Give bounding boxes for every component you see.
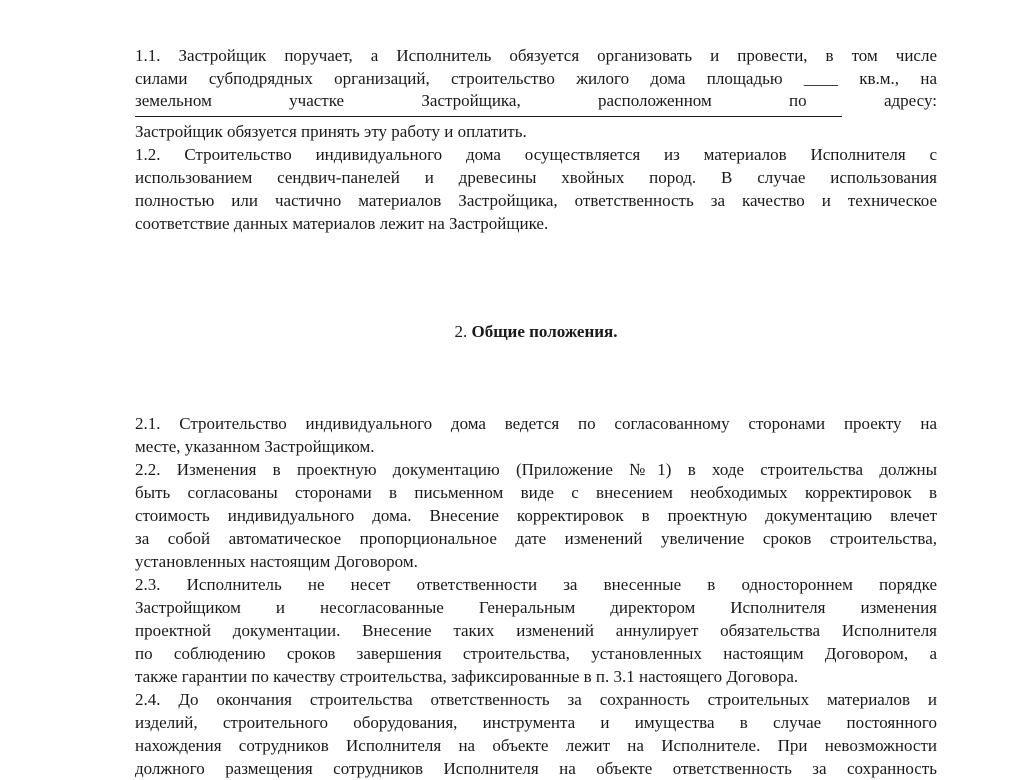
text-line: также гарантии по качеству строительства, зафиксированные в п. 3.1 настоящего Договора. <box>135 667 799 686</box>
text-line: Застройщик обязуется принять эту работу и оплатить. <box>135 121 527 141</box>
text-line: 2.1. Строительство индивидуального дома ведется по согласованному сторонами проекту на <box>135 414 937 433</box>
paragraph-2-4 <box>135 688 937 780</box>
paragraph-2-3 <box>135 573 937 688</box>
address-word: по <box>789 91 807 110</box>
address-word: адресу: <box>883 91 937 110</box>
address-word: земельном <box>135 91 212 110</box>
paragraph-2-1 <box>135 412 937 458</box>
text-line: стоимость индивидуального дома. Внесение корректировок в проектную документацию влечет <box>135 506 937 525</box>
section-2 <box>135 412 937 780</box>
address-word: Застройщика, <box>421 91 521 110</box>
text-line: 2.4. До окончания строительства ответственность за сохранность строительных материалов и <box>135 690 937 709</box>
text-line: Застройщиком и несогласованные Генеральным директором Исполнителя изменения <box>135 598 937 617</box>
address-word: участке <box>289 91 345 110</box>
text-line: по соблюдению сроков завершения строительства, установленных настоящим Договором, а <box>135 644 937 663</box>
address-blank-line <box>135 116 842 117</box>
text-line: соответствие данных материалов лежит на Застройщике. <box>135 213 549 233</box>
section-title: Общие положения. <box>471 322 618 341</box>
address-word: расположенном <box>598 91 712 110</box>
text-line: 2.3. Исполнитель не несет ответственности за внесенные в одностороннем порядке <box>135 575 937 594</box>
text-line: силами субподрядных организаций, строительство жилого дома площадью ____ кв.м., на <box>135 69 937 88</box>
section-2-heading <box>135 321 937 344</box>
text-line: должного размещения сотрудников Исполнителя на объекте ответственность за сохранность <box>135 759 937 778</box>
paragraph-1-1 <box>135 44 937 143</box>
text-line: за собой автоматическое пропорциональное дате изменений увеличение сроков строительства, <box>135 529 937 548</box>
paragraph-2-2 <box>135 458 937 573</box>
text-line: 1.1. Застройщик поручает, а Исполнитель обязуется организовать и провести, в том числе <box>135 46 937 65</box>
text-line: изделий, строительного оборудования, инструмента и имущества в случае постоянного <box>135 713 937 732</box>
text-line: проектной документации. Внесение таких изменений аннулирует обязательства Исполнителя <box>135 621 937 640</box>
section-number: 2. <box>454 322 468 341</box>
text-line: полностью или частично материалов Застройщика, ответственность за качество и техническое <box>135 190 937 210</box>
text-line: нахождения сотрудников Исполнителя на объекте лежит на Исполнителе. При невозможности <box>135 736 937 755</box>
text-line: 2.2. Изменения в проектную документацию (Приложение №1) в ходе строительства должны <box>135 460 937 479</box>
text-line: месте, указанном Застройщиком. <box>135 437 375 456</box>
text-line: установленных настоящим Договором. <box>135 552 418 571</box>
section-1 <box>135 44 937 235</box>
text-line: использованием сендвич-панелей и древесины хвойных пород. В случае использования <box>135 167 937 187</box>
text-line: 1.2. Строительство индивидуального дома осуществляется из материалов Исполнителя с <box>135 144 937 164</box>
paragraph-1-2 <box>135 143 937 235</box>
address-label-line <box>135 90 937 113</box>
text-line: быть согласованы сторонами в письменном виде с внесением необходимых корректировок в <box>135 483 937 502</box>
